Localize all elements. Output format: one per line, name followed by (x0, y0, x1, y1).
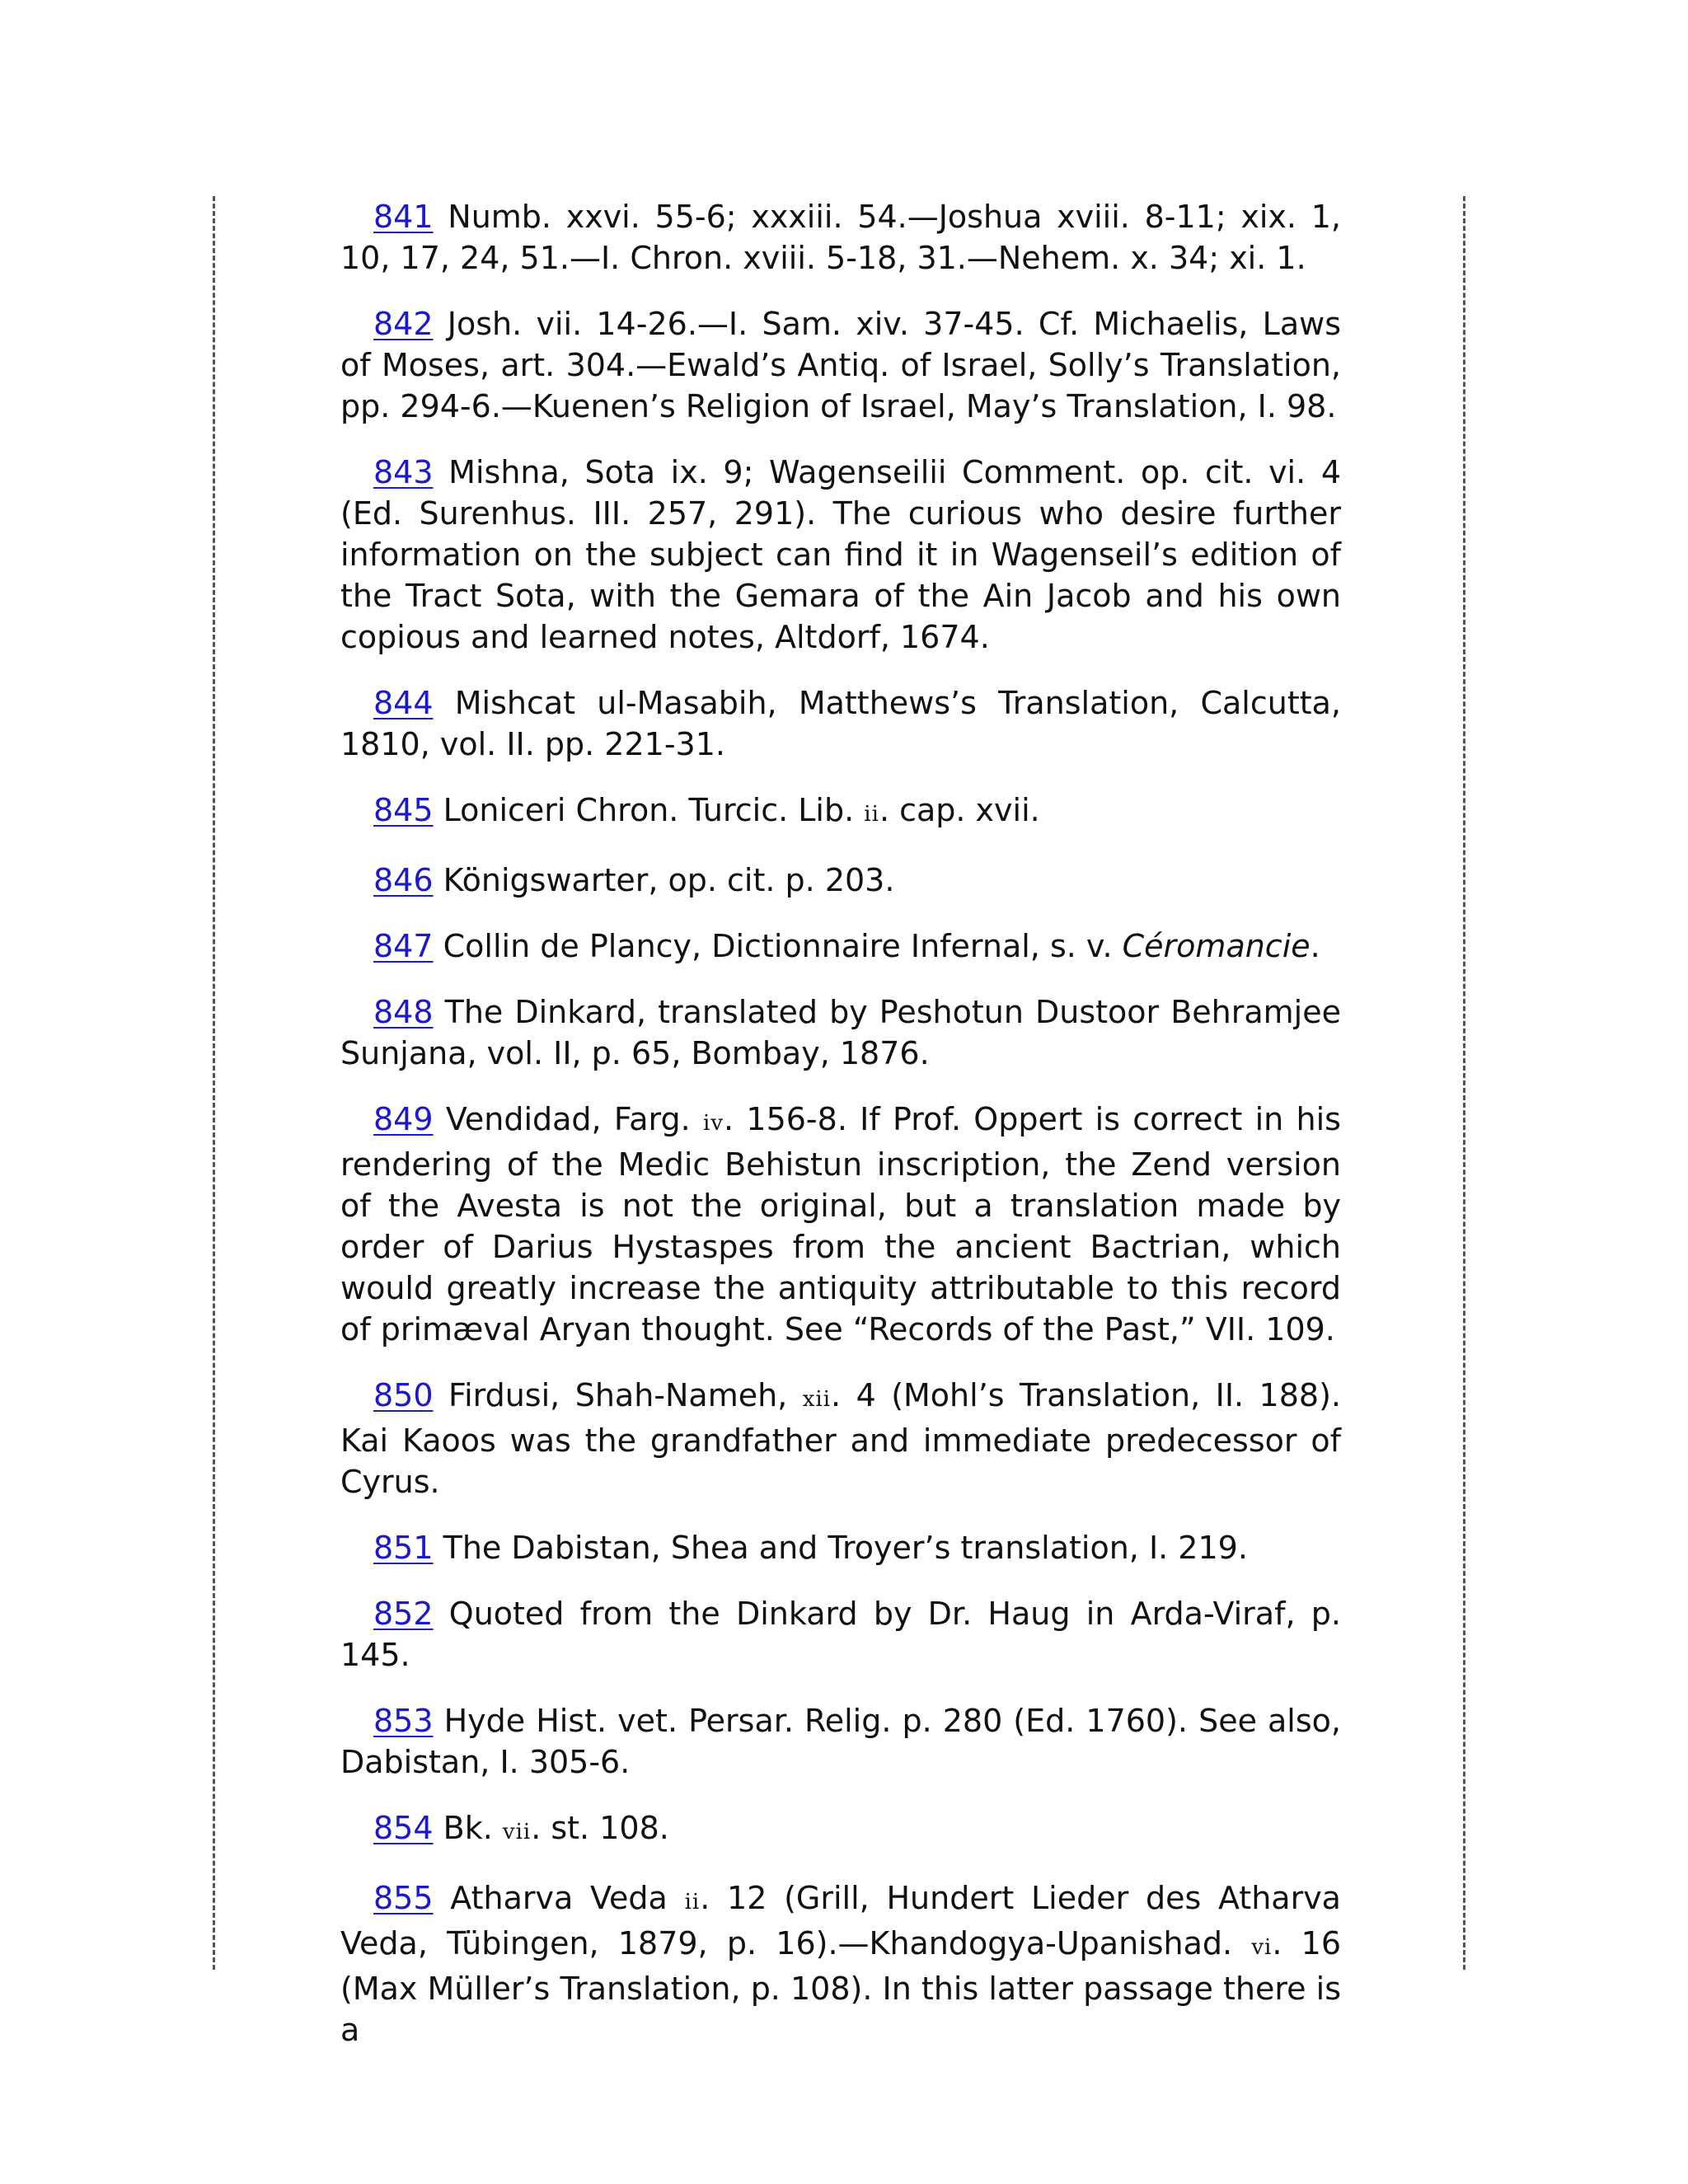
footnote-text: Vendidad, Farg. (445, 1101, 691, 1137)
small-caps-numeral: xii (802, 1387, 832, 1412)
footnote-text-cont: . 12 (Grill, Hundert Lieder des Atharva Veda, Tübingen, 1879, p. 16).—Khandogya-Upanishad. (340, 1880, 1341, 1961)
footnote-text: Mishcat ul-Masabih, Matthews’s Translation, Calcutta, 1810, vol. II. pp. 221-31. (340, 685, 1341, 762)
italic-term: Céromancie (1122, 928, 1311, 964)
footnote-number-link[interactable]: 851 (373, 1530, 434, 1566)
footnote-848 (340, 991, 1341, 1074)
footnote-841 (340, 196, 1341, 279)
footnote-text: Firdusi, Shah-Nameh, (448, 1377, 788, 1413)
footnote-855 (340, 1877, 1341, 2050)
footnote-number-link[interactable]: 846 (373, 862, 434, 898)
footnote-text-cont: . cap. xvii. (879, 792, 1040, 828)
footnote-number-link[interactable]: 852 (373, 1596, 434, 1632)
small-caps-numeral: iv (703, 1111, 724, 1136)
footnote-text: Atharva Veda (450, 1880, 668, 1916)
footnote-847 (340, 926, 1341, 967)
footnote-text: Quoted from the Dinkard by Dr. Haug in Arda-Viraf, p. 145. (340, 1596, 1341, 1673)
footnote-853 (340, 1700, 1341, 1783)
footnote-number-link[interactable]: 842 (373, 306, 434, 342)
footnote-text-cont: . (1310, 928, 1320, 964)
footnote-text: Hyde Hist. vet. Persar. Relig. p. 280 (Ed. 1760). See also, Dabistan, I. 305-6. (340, 1703, 1341, 1780)
footnote-number-link[interactable]: 853 (373, 1703, 434, 1739)
page-frame (213, 196, 1465, 2048)
footnote-849 (340, 1099, 1341, 1350)
footnote-844 (340, 682, 1341, 765)
footnote-number-link[interactable]: 854 (373, 1810, 434, 1846)
small-caps-numeral: ii (684, 1890, 701, 1915)
footnote-843 (340, 452, 1341, 658)
footnote-text-cont: . 156-8. If Prof. Oppert is correct in his rendering of the Medic Behistun inscription, the Zend version of the Avesta is not the original, but a translation made by order of Darius Hystaspes from the ancient Bactrian, which would greatly increase the antiquity attributable to this record of primæval Aryan thought. See “Records of the Past,” VII. 109. (340, 1101, 1341, 1347)
footnote-number-link[interactable]: 849 (373, 1101, 434, 1137)
footnote-text-cont: . 16 (Max Müller’s Translation, p. 108). In this latter passage there is a (340, 1925, 1341, 2048)
footnote-851 (340, 1527, 1341, 1568)
footnote-number-link[interactable]: 841 (373, 199, 434, 235)
footnote-text: Loniceri Chron. Turcic. Lib. (443, 792, 855, 828)
footnote-number-link[interactable]: 843 (373, 454, 434, 490)
footnote-text: The Dinkard, translated by Peshotun Dustoor Behramjee Sunjana, vol. II, p. 65, Bombay, 1876. (340, 994, 1341, 1071)
footnote-842 (340, 303, 1341, 427)
footnote-number-link[interactable]: 855 (373, 1880, 434, 1916)
footnote-text: Numb. xxvi. 55-6; xxxiii. 54.—Joshua xviii. 8-11; xix. 1, 10, 17, 24, 51.—I. Chron. xviii. 5-18, 31.—Nehem. x. 34; xi. 1. (340, 199, 1341, 276)
small-caps-numeral: vi (1251, 1935, 1273, 1960)
small-caps-numeral: ii (864, 802, 879, 827)
footnote-852 (340, 1593, 1341, 1675)
footnote-text: Mishna, Sota ix. 9; Wagenseilii Comment. op. cit. vi. 4 (Ed. Surenhus. III. 257, 291). The curious who desire further information on the subject can find it in Wagenseil’s edition of the Tract Sota, with the Gemara of the Ain Jacob and his own copious and learned notes, Altdorf, 1674. (340, 454, 1341, 655)
footnote-text: Königswarter, op. cit. p. 203. (443, 862, 895, 898)
footnote-number-link[interactable]: 844 (373, 685, 434, 721)
footnote-text-cont: . 4 (Mohl’s Translation, II. 188). Kai Kaoos was the grandfather and immediate predecessor of Cyrus. (340, 1377, 1341, 1500)
footnote-text-cont: . st. 108. (531, 1810, 669, 1846)
footnote-846 (340, 860, 1341, 901)
footnote-list (340, 196, 1341, 2050)
footnote-number-link[interactable]: 847 (373, 928, 434, 964)
footnote-number-link[interactable]: 845 (373, 792, 434, 828)
footnote-845 (340, 790, 1341, 835)
footnote-text: Collin de Plancy, Dictionnaire Infernal, s. v. (443, 928, 1113, 964)
footnote-text: The Dabistan, Shea and Troyer’s translation, I. 219. (443, 1530, 1248, 1566)
footnote-850 (340, 1375, 1341, 1502)
footnote-854 (340, 1807, 1341, 1853)
footnote-number-link[interactable]: 848 (373, 994, 434, 1030)
footnote-text: Josh. vii. 14-26.—I. Sam. xiv. 37-45. Cf. Michaelis, Laws of Moses, art. 304.—Ewald’s Antiq. of Israel, Solly’s Translation, pp. 294-6.—Kuenen’s Religion of Israel, May’s Translation, I. 98. (340, 306, 1341, 424)
footnote-number-link[interactable]: 850 (373, 1377, 434, 1413)
small-caps-numeral: vii (502, 1820, 532, 1844)
footnote-text: Bk. (443, 1810, 493, 1846)
